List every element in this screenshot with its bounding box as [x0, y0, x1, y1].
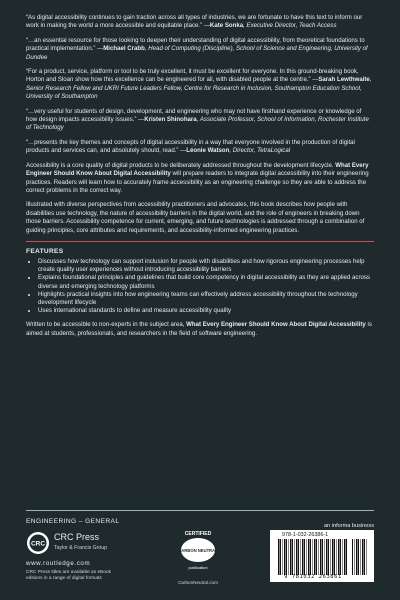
publisher-url[interactable]: www.routledge.com [26, 560, 91, 567]
feature-item: • Discusses how technology can support inclusion for people with disabilities and how rigorous engineering processes help create quality user experiences without introducing accessibility barriers [38, 258, 374, 274]
quote-text: “As digital accessibility continues to gain traction across all types of industries, we are fortunate to have this text to inform our work in making the world a more accessible and equitable place.” — [26, 14, 363, 30]
quote-affiliation: , Head of Computing (Discipline), School of Science and Engineering, University of Dundee [26, 45, 368, 61]
endorsements [26, 14, 374, 156]
feature-item: • Explains foundational principles and guidelines that build core competency in digital accessibility as they are applied across diverse and emerging technology platforms [38, 274, 374, 290]
carbon-neutral-badge-icon [178, 528, 218, 578]
endorsement-quote [26, 14, 374, 31]
quote-text: “…very useful for students of design, development, and engineering who may not have firsthand experience or knowledge of how design impacts accessibility issues.” — [26, 107, 362, 124]
quote-author: Kate Sonka [209, 22, 244, 30]
carbon-certified-text: CERTIFIED [184, 531, 212, 537]
barcode-digits: 9 781032 263861 [284, 574, 342, 580]
endorsement-quote [26, 68, 374, 102]
quote-text: “…an essential resource for those looking to deepen their understanding of digital accessibility, from theoretical foundations to practical implementation.” — [26, 36, 365, 53]
features-heading: FEATURES [26, 247, 64, 255]
description-paragraph: Illustrated with diverse perspectives from accessibility practitioners and advocates, this book describes how people with disabilities use technology, the nature of accessibility barriers in the digital world, and the role of engineers in breaking down those barriers. Accessibility competence for current, emerging, and future technologies is addressed through a combination of guiding principles, core attributes and requirements, and accessibility-informed engineering practices. [26, 201, 365, 234]
quote-text: “For a product, service, platform or tool to be truly excellent, it must be excellent for everyone. In this ground-breaking book, Horton and Sloan show how this excellence can be engineered for all, with disabled people at the centre.” — [26, 68, 359, 84]
footer-divider [26, 510, 374, 511]
subject-category: ENGINEERING – GENERAL [26, 518, 120, 525]
intro-paragraph: Accessibility is a core quality of digital products to be deliberately addressed throughout the development lifecycle. What Every Engineer Should Know About Digital Accessibility will prepare readers to integrate digital accessibility into their engineering practices. Readers will learn how to accurately frame accessibility as an engineering challenge so they are able to address the correct problems in the correct way. [26, 161, 369, 194]
publisher-group: Taylor & Francis Group [54, 545, 108, 551]
isbn-number: 978-1-032-26386-1 [282, 532, 329, 538]
quote-affiliation: , Director, TetraLogical [229, 147, 291, 155]
endorsement-quote [26, 37, 374, 62]
ebook-note: CRC Press titles are available as eBook editions in a range of digital formats [26, 570, 112, 581]
quote-affiliation: , Associate Professor, School of Information, Rochester Institute of Technology [26, 116, 369, 132]
crc-logo-text: CRC [30, 540, 46, 548]
quote-author: Sarah Lewthwaite [318, 76, 370, 84]
feature-item: • Highlights practical insights into how engineering teams can effectively address accessibility throughout the technology development lifecycle [38, 291, 374, 307]
feature-item: • Uses international standards to define and measure accessibility quality [38, 307, 374, 315]
quote-affiliation: , Senior Research Fellow and UKRI Future Leaders Fellow, Centre for Research in Inclusion, Southampton Education School, University of Southampton [26, 76, 372, 101]
closing-paragraph: Written to be accessible to non-experts in the subject area, What Every Engineer Should Know About Digital Accessibility is aimed at students, professionals, and researchers in the field of software engineering. [26, 321, 372, 337]
endorsement-quote [26, 108, 374, 133]
publisher-name: CRC Press [54, 532, 100, 542]
barcode-icon [278, 539, 348, 575]
crc-press-logo-icon [26, 531, 50, 555]
endorsement-quote [26, 139, 374, 156]
barcode-panel [270, 530, 374, 582]
quote-text: “…presents the key themes and concepts of digital accessibility in a way that everyone involved in the production of digital products and services can, and absolutely should, read.” — [26, 138, 355, 155]
quote-author: Kristen Shinohara [144, 116, 197, 124]
carbon-publication-text: publication [188, 565, 208, 570]
informa-tagline: an informa business [323, 523, 374, 529]
price-addon-barcode-icon [352, 539, 368, 575]
carbon-url: CarbonNeutral.com [178, 580, 218, 585]
quote-author: Léonie Watson [186, 147, 230, 155]
quote-author: Michael Crabb [103, 45, 145, 53]
red-divider [26, 241, 374, 242]
quote-affiliation: , Executive Director, Teach Access [243, 22, 337, 30]
features-list [26, 258, 374, 315]
carbon-neutral-text: CARBON NEUTRAL [178, 548, 218, 553]
